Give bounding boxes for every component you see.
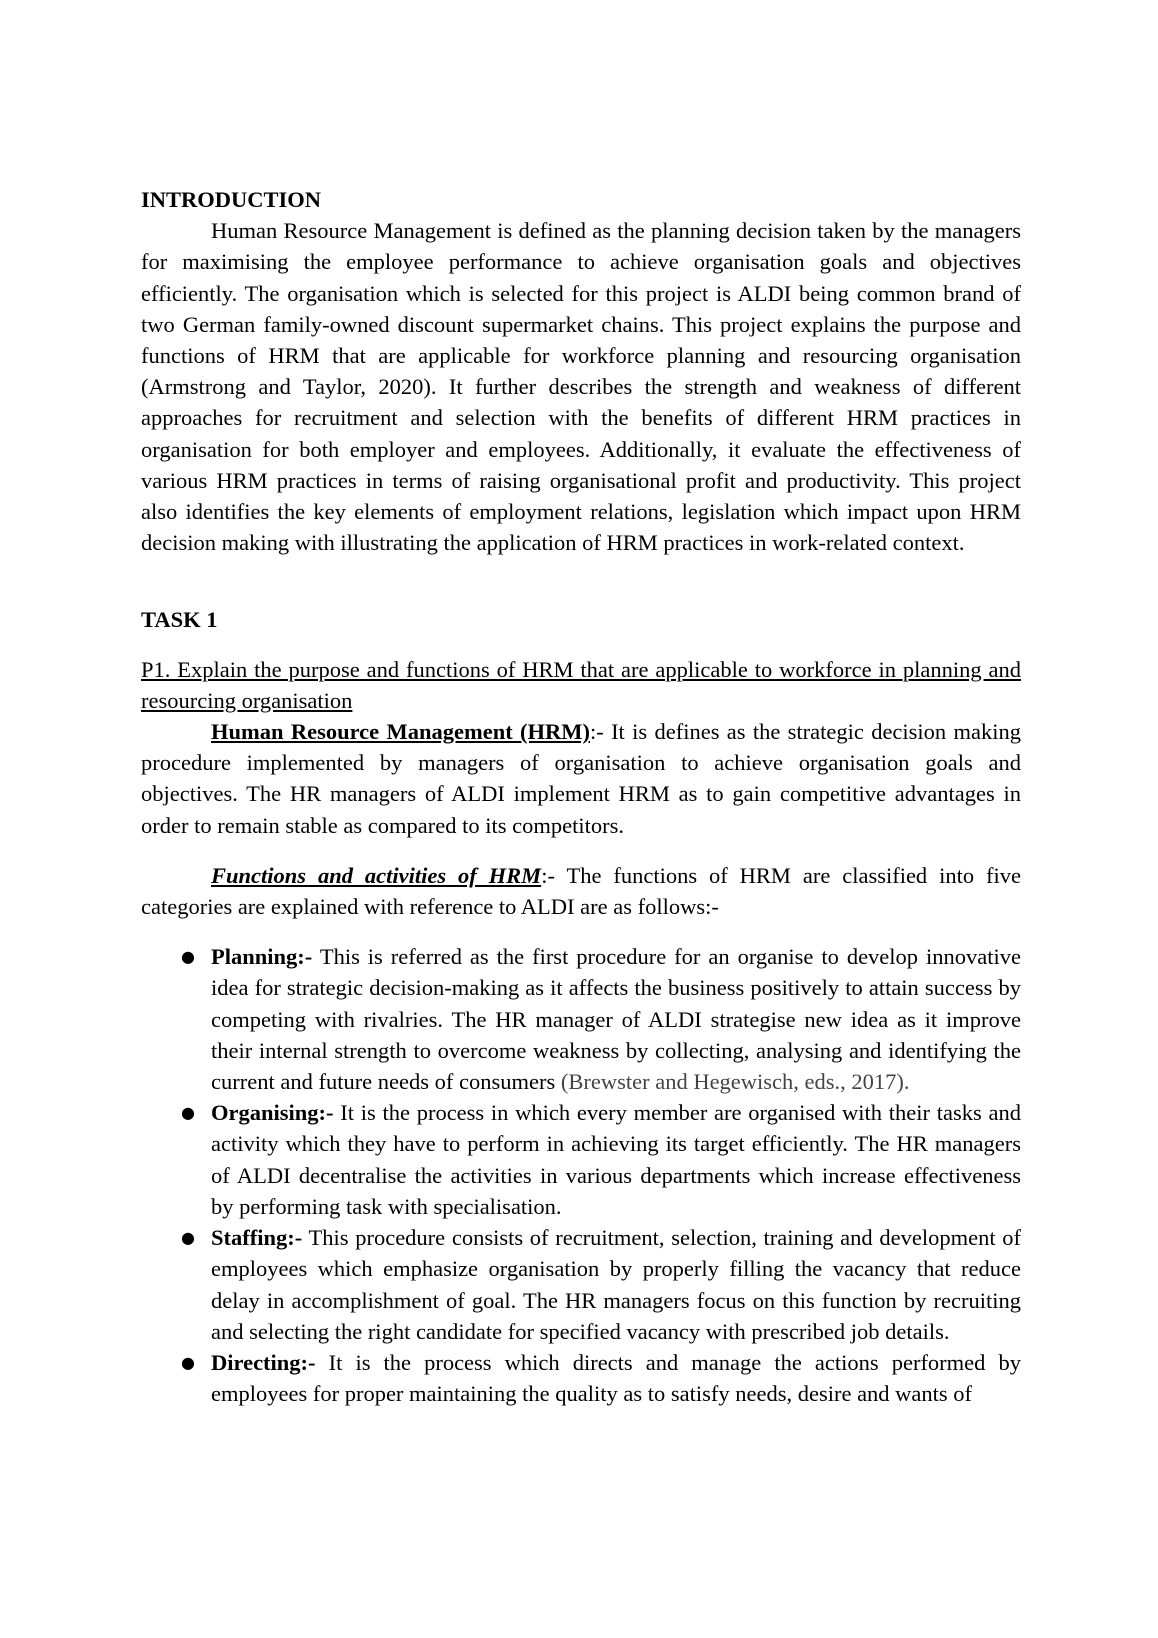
hrm-definition-paragraph <box>141 716 1021 841</box>
function-label: Staffing:- <box>211 1225 303 1251</box>
function-text: This procedure consists of recruitment, selection, training and development of employees which emphasize organisation by properly filling the vacancy that reduce delay in accomplishment of goal. The HR managers focus on this function by recruiting and selecting the right candidate for specified vacancy with prescribed job details. <box>211 1225 1021 1344</box>
functions-intro-text: :- The functions of HRM are classified into five categories are explained with reference to ALDI are as follows:- <box>141 862 1021 920</box>
introduction-heading: INTRODUCTION <box>141 187 322 212</box>
function-label: Organising:- <box>211 1100 334 1126</box>
function-citation: (Brewster and Hegewisch, eds., 2017). <box>560 1069 910 1095</box>
list-item-planning <box>141 941 1021 1097</box>
document-page <box>141 184 1021 1409</box>
functions-intro-term: Functions and activities of HRM <box>211 862 542 888</box>
bullet-icon: ● <box>181 1228 195 1248</box>
function-label: Directing:- <box>211 1349 316 1375</box>
list-item-staffing <box>141 1222 1021 1347</box>
paragraph-spacer <box>141 922 1021 941</box>
hrm-definition-text: :- It is defines as the strategic decision making procedure implemented by managers of organisation to achieve organisation goals and objectives. The HR managers of ALDI implement HRM as to gain competitive advantages in order to remain stable as compared to its competitors. <box>141 719 1021 838</box>
function-text: This is referred as the first procedure for an organise to develop innovative idea for strategic decision-making as it affects the business positively to attain success by competing with rivalries. The HR manager of ALDI strategise new idea as it improve their internal strength to overcome weakness by collecting, analysing and identifying the current and future needs of consumers <box>211 944 1021 1095</box>
paragraph-spacer <box>141 841 1021 860</box>
list-item-directing <box>141 1347 1021 1409</box>
section-spacer <box>141 636 1021 654</box>
function-label: Planning:- <box>211 944 313 970</box>
list-item-organising <box>141 1097 1021 1222</box>
bullet-icon: ● <box>181 947 195 967</box>
hrm-definition-term: Human Resource Management (HRM) <box>211 719 590 745</box>
functions-intro-paragraph <box>141 860 1021 922</box>
function-text: It is the process which directs and manage the actions performed by employees for proper maintaining the quality as to satisfy needs, desire and wants of <box>211 1349 1021 1407</box>
function-text: It is the process in which every member are organised with their tasks and activity which they have to perform in achieving its target efficiently. The HR managers of ALDI decentralise the activities in various departments which increase effectiveness by performing task with specialisation. <box>211 1100 1021 1219</box>
bullet-icon: ● <box>181 1103 195 1123</box>
section-spacer <box>141 558 1021 604</box>
bullet-icon: ● <box>181 1352 195 1372</box>
introduction-paragraph: Human Resource Management is defined as the planning decision taken by the managers for maximising the employee performance to achieve organisation goals and objectives efficiently. The organisation which is selected for this project is ALDI being common brand of two German family-owned discount supermarket chains. This project explains the purpose and functions of HRM that are applicable for workforce planning and resourcing organisation (Armstrong and Taylor, 2020). It further describes the strength and weakness of different approaches for recruitment and selection with the benefits of different HRM practices in organisation for both employer and employees. Additionally, it evaluate the effectiveness of various HRM practices in terms of raising organisational profit and productivity. This project also identifies the key elements of employment relations, legislation which impact upon HRM decision making with illustrating the application of HRM practices in work-related context. <box>141 218 1021 556</box>
task1-heading: TASK 1 <box>141 607 218 633</box>
functions-list <box>141 941 1021 1409</box>
task1-question: P1. Explain the purpose and functions of HRM that are applicable to workforce in planning and resourcing organisation <box>141 656 1021 713</box>
